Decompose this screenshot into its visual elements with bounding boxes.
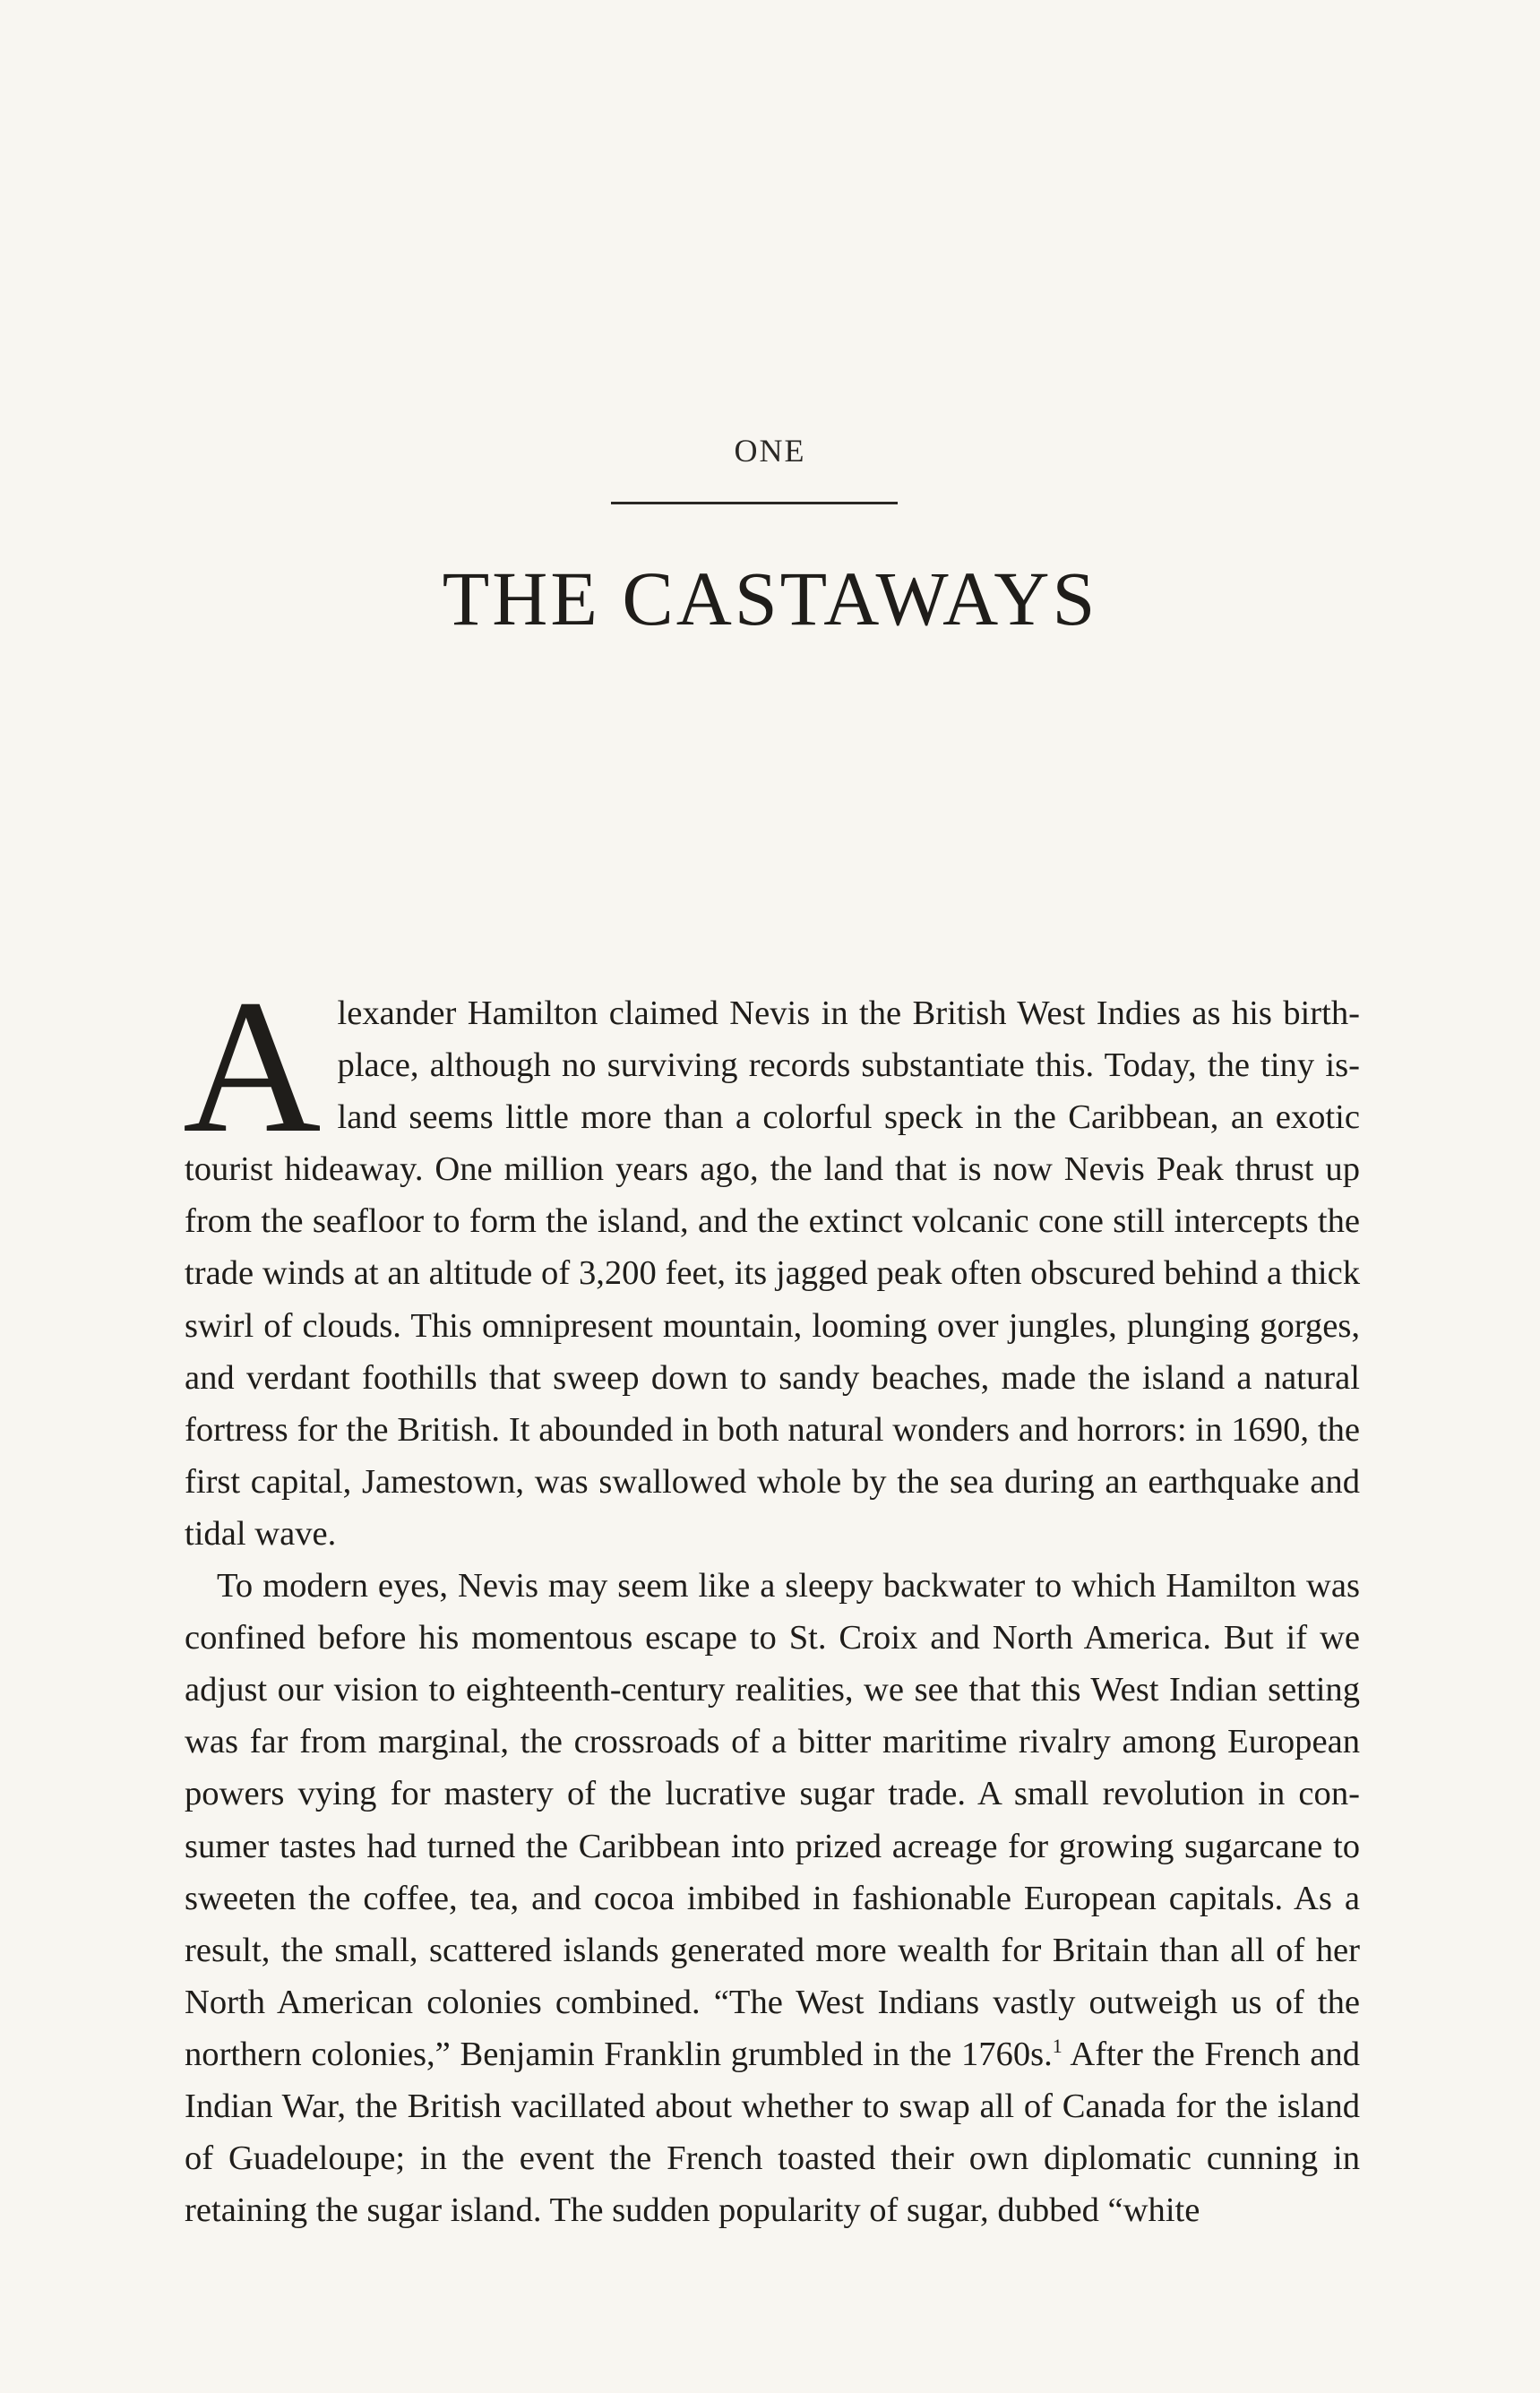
drop-cap: A <box>183 960 322 1173</box>
chapter-number: ONE <box>734 433 806 469</box>
paragraph-2-text-part2: After the French and Indian War, the British vacillated about whether to swap all of Canada for the island of Guadeloupe; in the event the French toasted their own diplomatic cunning in retaining the sugar island. The sudden popularity of sugar, dubbed “white <box>185 2035 1360 2230</box>
chapter-divider <box>611 502 898 504</box>
paragraph-1 <box>183 960 1360 1560</box>
footnote-marker[interactable]: 1 <box>1052 2034 1063 2057</box>
paragraph-1-text: lexander Hamilton claimed Nevis in the British West Indies as his birthplace, although no surviving records substantiate this. Today, the tiny island seems little more than a colorful speck in the Caribbean, an exotic tourist hideaway. One million years ago, the land that is now Nevis Peak thrust up from the seafloor to form the island, and the extinct volcanic cone still intercepts the trade winds at an altitude of 3,200 feet, its jagged peak often obscured behind a thick swirl of clouds. This omnipresent mountain, looming over jungles, plunging gorges, and verdant foothills that sweep down to sandy beaches, made the island a natural fortress for the British. It abounded in both natural wonders and horrors: in 1690, the first capital, Jamestown, was swallowed whole by the sea during an earthquake and tidal wave. <box>185 994 1360 1553</box>
body-text <box>183 960 1360 2236</box>
chapter-title: THE CASTAWAYS <box>442 555 1098 641</box>
paragraph-2 <box>185 1560 1360 2236</box>
paragraph-2-text-part1: To modern eyes, Nevis may seem like a sleepy backwater to which Hamilton was confined before his momentous escape to St. Croix and North America. But if we adjust our vision to eighteenth-century realities, we see that this West Indian setting was far from marginal, the crossroads of a bitter maritime rivalry among European powers vying for mastery of the lucrative sugar trade. A small revolution in consumer tastes had turned the Caribbean into prized acreage for growing sugarcane to sweeten the coffee, tea, and cocoa imbibed in fashionable European capitals. As a result, the small, scattered islands generated more wealth for Britain than all of her North American colonies combined. “The West Indians vastly outweigh us of the northern colonies,” Benjamin Franklin grumbled in the 1760s. <box>185 1567 1360 2073</box>
